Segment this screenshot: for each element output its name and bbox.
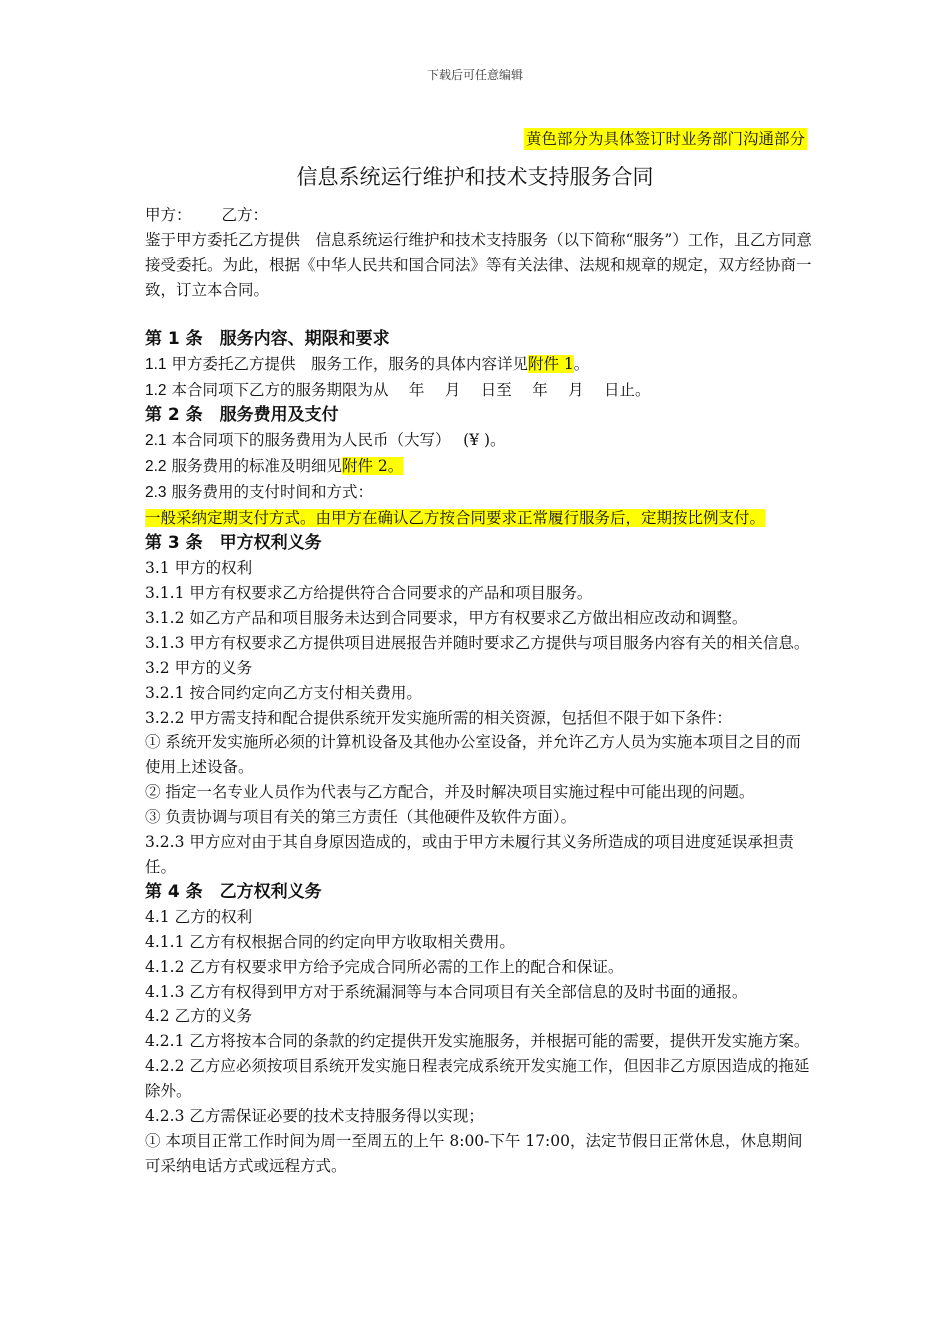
attachment-1-ref: 附件 1 bbox=[528, 354, 574, 373]
clause-1-1: 1.1 甲方委托乙方提供 服务工作，服务的具体内容详见附件 1。 bbox=[145, 354, 590, 373]
attachment-2-ref: 附件 2。 bbox=[342, 457, 404, 476]
clause-line: 4.1.3 乙方有权得到甲方对于系统漏洞等与本合同项目有关全部信息的及时书面的通报。 bbox=[145, 982, 748, 1001]
clause-line: 3.2.1 按合同约定向乙方支付相关费用。 bbox=[145, 683, 422, 702]
clause-line: 4.1.2 乙方有权要求甲方给予完成合同所必需的工作上的配合和保证。 bbox=[145, 957, 624, 976]
clause-line: 4.1 乙方的权利 bbox=[145, 907, 253, 926]
clause-line: 3.1.1 甲方有权要求乙方给提供符合合同要求的产品和项目服务。 bbox=[145, 583, 593, 602]
party-a-label: 甲方： bbox=[145, 206, 192, 224]
clause-line: 3.1.2 如乙方产品和项目服务未达到合同要求，甲方有权要求乙方做出相应改动和调整。 bbox=[145, 608, 748, 627]
clause-line: 4.2.1 乙方将按本合同的条款的约定提供开发实施服务，并根据可能的需要，提供开发实施方案。 bbox=[145, 1032, 810, 1051]
list-item: ① 系统开发实施所必须的计算机设备及其他办公室设备，并允许乙方人员为实施本项目之目的而使用上述设备。 bbox=[145, 733, 801, 777]
clause-2-2: 2.2 服务费用的标准及明细见附件 2。 bbox=[145, 457, 404, 476]
parties-line bbox=[145, 203, 813, 228]
clause-2-1: 2.1 本合同项下的服务费用为人民币（大写） (¥ )。 bbox=[145, 431, 506, 450]
clause-line: 3.2.3 甲方应对由于其自身原因造成的，或由于甲方未履行其义务所造成的项目进度延误承担责任。 bbox=[145, 833, 794, 876]
section-2-heading: 第 2 条 服务费用及支付 bbox=[145, 405, 339, 426]
clause-line: 3.2.2 甲方需支持和配合提供系统开发实施所需的相关资源，包括但不限于如下条件： bbox=[145, 708, 732, 727]
clause-line: 4.2 乙方的义务 bbox=[145, 1007, 253, 1026]
page-header: 下载后可任意编辑 bbox=[426, 68, 523, 82]
clause-1-2: 1.2 本合同项下乙方的服务期限为从 年 月 日至 年 月 日止。 bbox=[145, 380, 651, 399]
clause-line: 4.1.1 乙方有权根据合同的约定向甲方收取相关费用。 bbox=[145, 932, 515, 951]
clause-line: 4.2.2 乙方应必须按项目系统开发实施日程表完成系统开发实施工作，但因非乙方原因造成的拖延除外。 bbox=[145, 1057, 810, 1101]
contract-body bbox=[145, 203, 813, 1179]
section-4-heading: 第 4 条 乙方权利义务 bbox=[145, 881, 322, 902]
preamble: 鉴于甲方委托乙方提供 信息系统运行维护和技术支持服务（以下简称“服务”）工作，且乙方同意接受委托。为此，根据《中华人民共和国合同法》等有关法律、法规和规章的规定，双方经协商一致，订立本合同。 bbox=[145, 230, 812, 299]
clause-2-3: 2.3 服务费用的支付时间和方式： bbox=[145, 483, 373, 502]
clause-line: 4.2.3 乙方需保证必要的技术支持服务得以实现； bbox=[145, 1107, 484, 1126]
list-item: ③ 负责协调与项目有关的第三方责任（其他硬件及软件方面）。 bbox=[145, 808, 577, 827]
clause-line: 3.1 甲方的权利 bbox=[145, 559, 253, 578]
party-b-label: 乙方： bbox=[221, 206, 269, 224]
section-3-heading: 第 3 条 甲方权利义务 bbox=[145, 533, 322, 554]
list-item: ① 本项目正常工作时间为周一至周五的上午 8:00-下午 17:00，法定节假日正常休息，休息期间可采纳电话方式或远程方式。 bbox=[145, 1132, 803, 1175]
clause-line: 3.2 甲方的义务 bbox=[145, 658, 253, 677]
contract-title: 信息系统运行维护和技术支持服务合同 bbox=[296, 165, 654, 189]
section-1-heading: 第 1 条 服务内容、期限和要求 bbox=[145, 328, 390, 349]
clause-line: 3.1.3 甲方有权要求乙方提供项目进展报告并随时要求乙方提供与项目服务内容有关的相关信息。 bbox=[145, 633, 810, 652]
highlight-notice: 黄色部分为具体签订时业务部门沟通部分 bbox=[525, 130, 805, 148]
payment-method: 一般采纳定期支付方式。由甲方在确认乙方按合同要求正常履行服务后，定期按比例支付。 bbox=[145, 509, 766, 528]
list-item: ② 指定一名专业人员作为代表与乙方配合，并及时解决项目实施过程中可能出现的问题。 bbox=[145, 783, 755, 802]
